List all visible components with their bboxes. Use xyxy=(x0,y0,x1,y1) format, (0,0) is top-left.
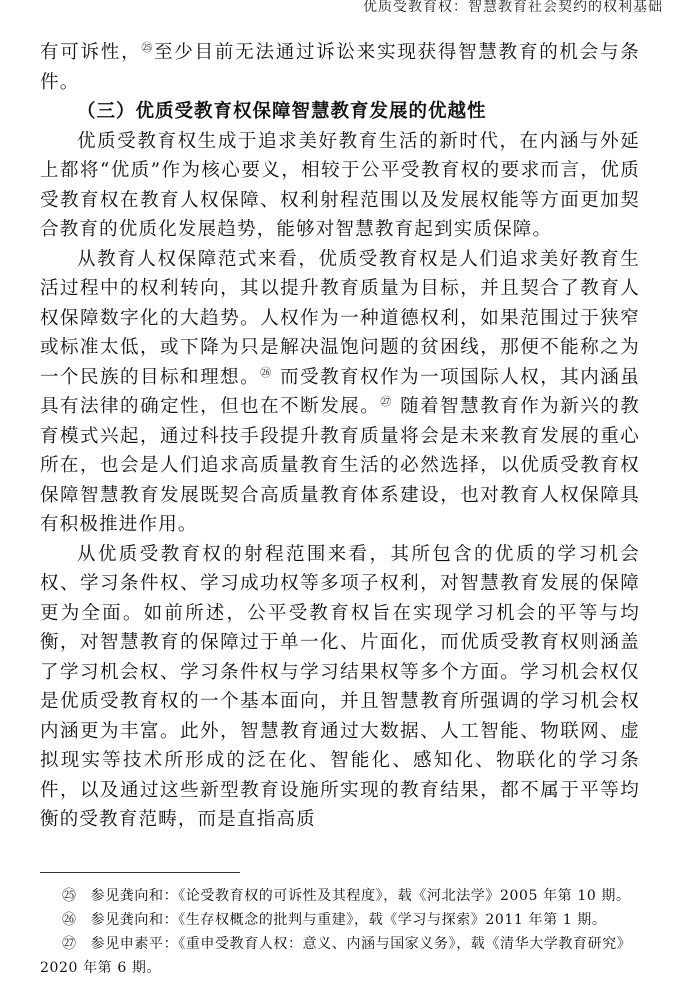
footnote-27 xyxy=(40,932,640,980)
footnote-ref-25[interactable]: ㉕ xyxy=(141,41,155,54)
footnotes xyxy=(40,884,640,980)
footnote-marker: ㉖ xyxy=(62,912,77,928)
body-text xyxy=(40,38,640,835)
footnote-divider xyxy=(40,872,240,873)
footnote-ref-27[interactable]: ㉗ xyxy=(380,395,393,408)
footnote-text: 参见龚向和：《生存权概念的批判与重建》，载《学习与探索》2011 年第 1 期。 xyxy=(90,912,607,928)
paragraph-3: 从优质受教育权的射程范围来看，其所包含的优质的学习机会权、学习条件权、学习成功权等多项子权利，对智慧教育发展的保障更为全面。如前所述，公平受教育权旨在实现学习机会的平等与均衡，对智慧教育的保障过于单一化、片面化，而优质受教育权则涵盖了学习机会权、学习条件权与学习结果权等多个方面。学习机会权仅是优质受教育权的一个基本面向，并且智慧教育所强调的学习机会权内涵更为丰富。此外，智慧教育通过大数据、人工智能、物联网、虚拟现实等技术所形成的泛在化、智能化、感知化、物联化的学习条件，以及通过这些新型教育设施所实现的教育结果，都不属于平等均衡的受教育范畴，而是直指高质 xyxy=(40,543,640,830)
paragraph-2 xyxy=(40,245,640,540)
running-header: 优质受教育权：智慧教育社会契约的权利基础 xyxy=(363,0,663,15)
paragraph-text: 有可诉性， xyxy=(40,42,142,63)
paragraph-text: 而受教育权作为一项国际人权，其内涵虽具有法律的确定性，但也在不断发展。 xyxy=(40,366,640,417)
paragraph-text: 随着智慧教育作为新兴的教育模式兴起，通过科技手段提升教育质量将会是未来教育发展的重心所在，也会是人们追求高质量教育生活的必然选择，以优质受教育权保障智慧教育发展既契合高质量教育体系建设，也对教育人权保障具有积极推进作用。 xyxy=(40,396,640,535)
footnote-marker: ㉕ xyxy=(62,888,77,904)
footnote-25 xyxy=(40,884,640,908)
footnote-ref-26[interactable]: ㉖ xyxy=(260,365,273,379)
paragraph-continuation xyxy=(40,38,640,97)
footnote-text: 参见龚向和：《论受教育权的可诉性及其程度》，载《河北法学》2005 年第 10 期。 xyxy=(90,888,631,904)
paragraph-text: 至少目前无法通过诉讼来实现获得智慧教育的机会与条件。 xyxy=(40,42,640,93)
paragraph-text: 从教育人权保障范式来看，优质受教育权是人们追求美好教育生活过程中的权利转向，其以提升教育质量为目标，并且契合了教育人权保障数字化的大趋势。人权作为一种道德权利，如果范围过于狭窄或标准太低，或下降为只是解决温饱问题的贫困线，那便不能称之为一个民族的目标和理想。 xyxy=(40,248,640,388)
footnote-26 xyxy=(40,908,640,932)
footnote-text: 参见申素平：《重申受教育人权：意义、内涵与国家义务》，载《清华大学教育研究》2020 年第 6 期。 xyxy=(40,936,632,976)
paragraph-1: 优质受教育权生成于追求美好教育生活的新时代，在内涵与外延上都将“优质”作为核心要义，相较于公平受教育权的要求而言，优质受教育权在教育人权保障、权利射程范围以及发展权能等方面更加契合教育的优质化发展趋势，能够对智慧教育起到实质保障。 xyxy=(40,130,640,240)
footnote-marker: ㉗ xyxy=(62,936,77,952)
section-heading: （三）优质受教育权保障智慧教育发展的优越性 xyxy=(77,101,487,122)
